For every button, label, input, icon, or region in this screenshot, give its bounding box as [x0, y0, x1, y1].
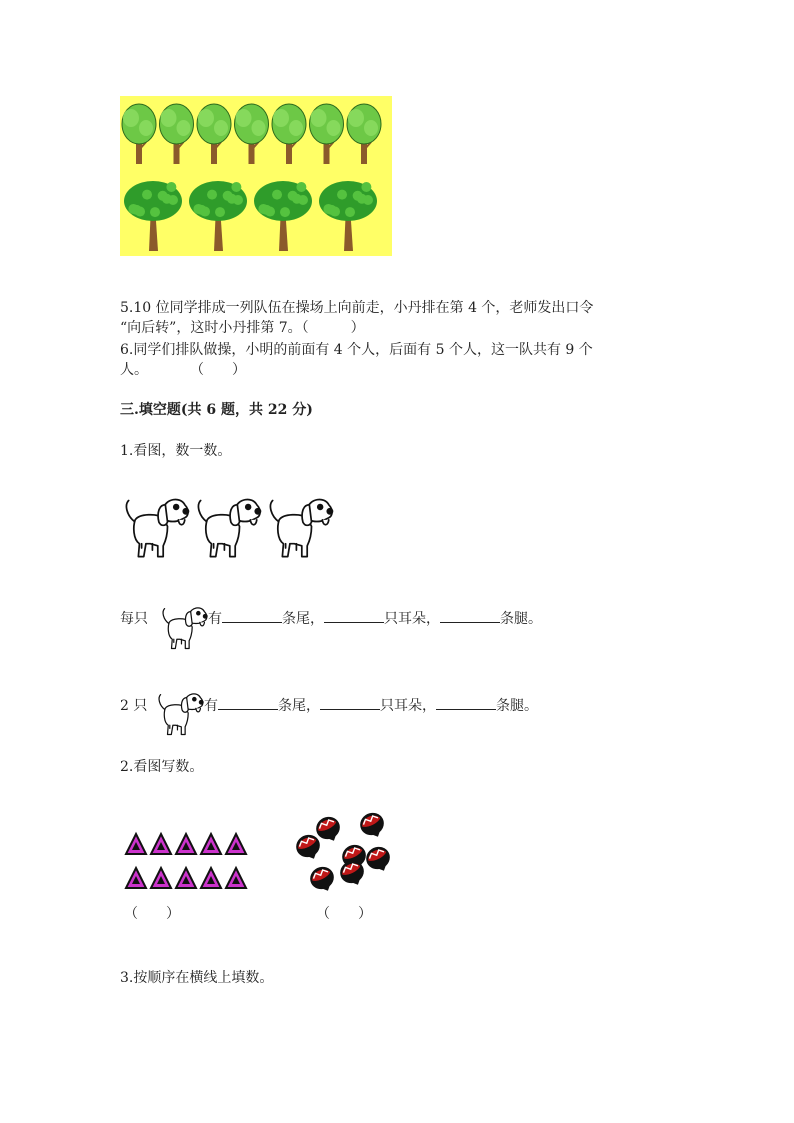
- triangle-icon: [151, 868, 171, 888]
- dog-small-svg-1: [158, 604, 208, 650]
- question-6-line-1: 6.同学们排队做操，小明的前面有 4 个人，后面有 5 个人，这一队共有 9 个: [120, 342, 593, 358]
- tree-picture: [120, 96, 392, 256]
- row-2-ears: 只耳朵，: [380, 698, 436, 714]
- question-1-row-1: [120, 609, 148, 629]
- triangle-icon: [226, 834, 246, 854]
- shell-group-svg: [296, 812, 392, 898]
- row-2-prefix: 2 只: [120, 698, 148, 714]
- triangle-icon: [226, 868, 246, 888]
- dog-icon: [270, 499, 332, 556]
- question-1-row-1-blanks: [208, 609, 542, 629]
- tail-count-blank-2[interactable]: [218, 708, 278, 710]
- triangle-icon: [126, 834, 146, 854]
- triangle-icon: [176, 868, 196, 888]
- row-1-has: 有: [208, 611, 222, 627]
- dog-small-svg-2: [154, 690, 204, 736]
- dog-row-picture: [120, 492, 336, 560]
- triangle-icon: [151, 834, 171, 854]
- shell-icon: [362, 843, 394, 876]
- shell-picture: [296, 812, 392, 898]
- question-1-title: 1.看图，数一数。: [120, 443, 232, 459]
- leg-count-blank-1[interactable]: [440, 621, 500, 623]
- dog-row-svg: [120, 492, 336, 560]
- dog-icon: [154, 690, 204, 736]
- dog-icon: [126, 499, 188, 556]
- triangle-icon: [201, 834, 221, 854]
- question-6-line-2: 人。 （ ）: [120, 362, 246, 378]
- section-3-title: 三.填空题(共 6 题，共 22 分): [120, 402, 313, 418]
- triangle-icon: [176, 834, 196, 854]
- shell-icon: [356, 809, 388, 842]
- dog-icon: [163, 608, 207, 649]
- row-1-tail: 条尾，: [282, 611, 324, 627]
- question-1-row-2-blanks: [204, 696, 538, 716]
- tree-panel-svg: [120, 96, 392, 256]
- question-3-title: 3.按顺序在横线上填数。: [120, 970, 274, 986]
- row-1-legs: 条腿。: [500, 611, 542, 627]
- question-2-title: 2.看图写数。: [120, 759, 204, 775]
- shell-icon: [306, 863, 338, 896]
- leg-count-blank-2[interactable]: [436, 708, 496, 710]
- tail-count-blank-1[interactable]: [222, 621, 282, 623]
- triangle-group-svg: [124, 830, 250, 892]
- row-2-legs: 条腿。: [496, 698, 538, 714]
- question-5-line-1: 5.10 位同学排成一列队伍在操场上向前走，小丹排在第 4 个，老师发出口令: [120, 300, 594, 316]
- row-1-ears: 只耳朵，: [384, 611, 440, 627]
- ear-count-blank-1[interactable]: [324, 621, 384, 623]
- question-5-line-2: “向后转”，这时小丹排第 7。（ ）: [120, 320, 365, 336]
- triangle-picture: [124, 830, 250, 892]
- dog-icon: [158, 604, 208, 650]
- answer-parentheses-left[interactable]: （ ）: [124, 906, 180, 922]
- triangle-icon: [126, 868, 146, 888]
- shell-icon: [336, 857, 368, 890]
- row-1-prefix: 每只: [120, 611, 148, 627]
- ear-count-blank-2[interactable]: [320, 708, 380, 710]
- row-2-tail: 条尾，: [278, 698, 320, 714]
- answer-parentheses-right[interactable]: （ ）: [316, 906, 372, 922]
- dog-icon: [159, 694, 203, 735]
- triangle-icon: [201, 868, 221, 888]
- question-1-row-2: [120, 696, 147, 716]
- row-2-has: 有: [204, 698, 218, 714]
- dog-icon: [198, 499, 260, 556]
